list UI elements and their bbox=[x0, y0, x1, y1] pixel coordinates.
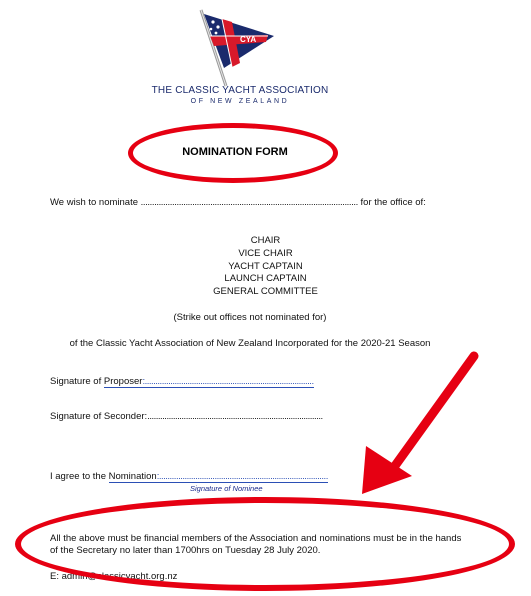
nominee-caption: Signature of Nominee bbox=[190, 484, 263, 493]
office-chair[interactable]: CHAIR bbox=[250, 235, 281, 246]
nominate-prefix: We wish to nominate bbox=[50, 197, 139, 208]
nominate-suffix: for the office of: bbox=[360, 197, 426, 208]
org-subtitle: OF NEW ZEALAND bbox=[190, 98, 290, 105]
form-title: NOMINATION FORM bbox=[182, 146, 288, 158]
seconder-signature-field[interactable]: .................................................................................. bbox=[147, 411, 323, 422]
office-vice-chair[interactable]: VICE CHAIR bbox=[238, 247, 293, 259]
title-highlight-ellipse bbox=[128, 123, 338, 183]
association-line: of the Classic Yacht Association of New Zealand Incorporated for the 2020-21 Season bbox=[69, 338, 431, 349]
email-line[interactable]: E: admin@classicyacht.org.nz bbox=[50, 571, 178, 582]
nominate-line bbox=[50, 197, 426, 209]
footer-line-2: of the Secretary no later than 1700hrs on Tuesday 28 July 2020. bbox=[50, 545, 321, 556]
seconder-label: Signature of Seconder: bbox=[50, 411, 148, 422]
office-yacht-captain[interactable]: YACHT CAPTAIN bbox=[228, 260, 303, 272]
flag-letters: CYA bbox=[240, 35, 257, 44]
deadline-highlight-ellipse bbox=[15, 497, 515, 591]
agree-prefix: I agree to the bbox=[50, 471, 109, 482]
proposer-signature-field[interactable]: :............................................................................... bbox=[142, 376, 314, 387]
agree-line bbox=[50, 471, 328, 483]
nominate-field[interactable]: ................................................................................................. bbox=[140, 197, 358, 208]
seconder-line bbox=[50, 411, 323, 423]
proposer-line bbox=[50, 376, 314, 388]
proposer-prefix: Signature of bbox=[50, 376, 104, 387]
agree-word: Nomination bbox=[108, 471, 157, 482]
footer-line-1: All the above must be financial members of the Association and nominations must be in the hands bbox=[50, 533, 462, 544]
proposer-word: Proposer bbox=[103, 376, 143, 387]
strike-note: (Strike out offices not nominated for) bbox=[173, 312, 327, 323]
office-general-committee[interactable]: GENERAL COMMITTEE bbox=[213, 286, 318, 298]
offices-list bbox=[0, 235, 531, 299]
office-launch-captain[interactable]: LAUNCH CAPTAIN bbox=[224, 273, 307, 285]
nominee-signature-field[interactable]: :............................................................................... bbox=[156, 471, 328, 482]
org-name: THE CLASSIC YACHT ASSOCIATION bbox=[151, 85, 329, 96]
cya-burgee-logo bbox=[196, 6, 276, 88]
